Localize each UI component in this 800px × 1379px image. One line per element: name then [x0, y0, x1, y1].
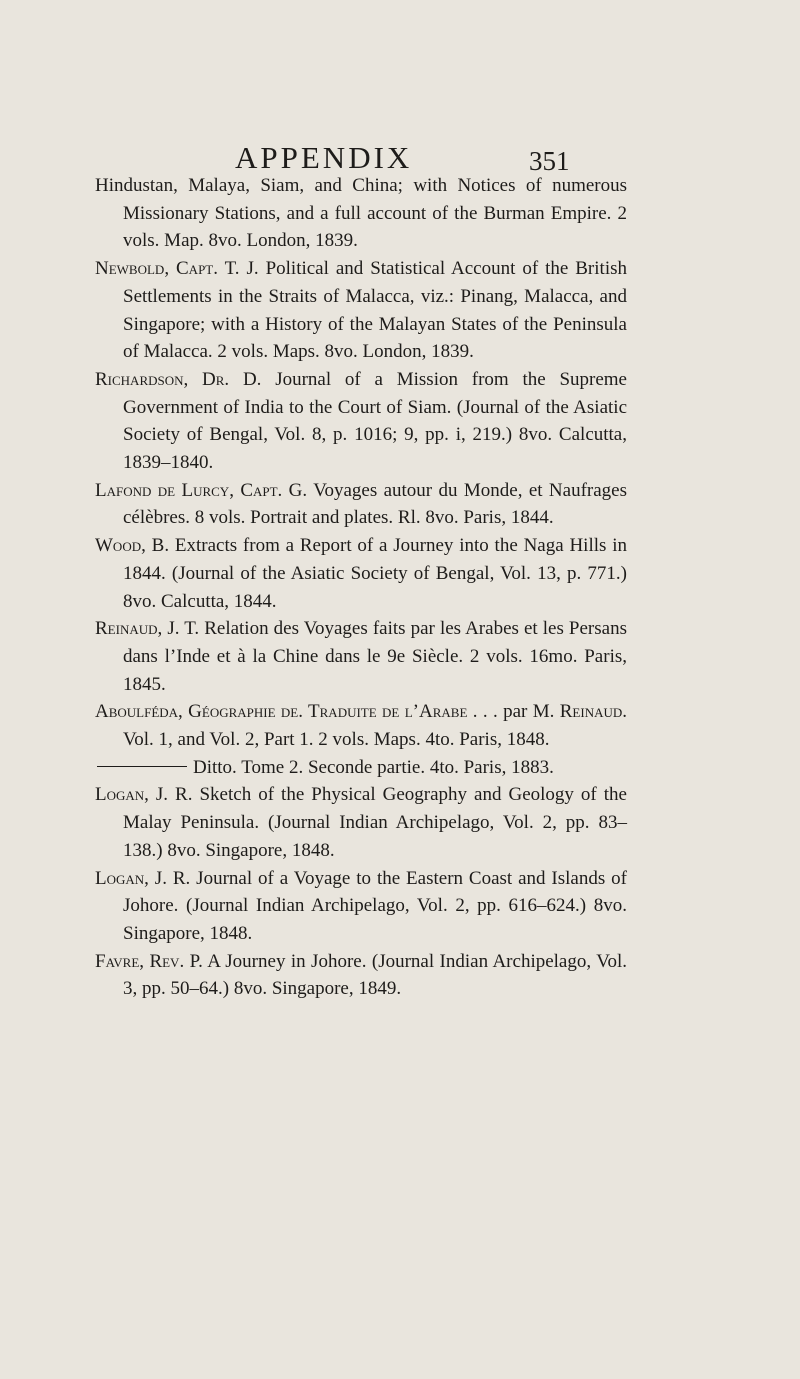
bibliography-entry	[95, 172, 627, 255]
entry-author: Lafond de Lurcy, Capt. G.	[95, 479, 308, 501]
bibliography-entry	[95, 532, 627, 615]
entry-text: Voyages autour du Monde, et Naufrages célèbres. 8 vols. Portrait and plates. Rl. 8vo. Paris, 1844.	[123, 479, 627, 529]
entry-text: Journal of a Voyage to the Eastern Coast and Islands of Johore. (Journal Indian Archipelago, Vol. 2, pp. 616–624.) 8vo. Singapore, 1848.	[123, 867, 627, 944]
bibliography-entry	[95, 865, 627, 948]
entry-author: Newbold, Capt. T. J.	[95, 258, 259, 280]
bibliography-entry	[95, 948, 627, 1003]
entry-author: Logan, J. R.	[95, 867, 191, 889]
bibliography-entry	[95, 366, 627, 477]
running-head: APPENDIX	[235, 140, 413, 175]
entry-text: Journal of a Mission from the Supreme Government of India to the Court of Siam. (Journal of the Asiatic Society of Bengal, Vol. 8, p. 1016; 9, pp. i, 219.) 8vo. Calcutta, 1839–1840.	[123, 368, 627, 474]
entry-author: Richardson, Dr. D.	[95, 368, 262, 390]
bibliography-entry	[95, 615, 627, 698]
bibliography-entry	[95, 698, 627, 753]
entry-text: Ditto. Tome 2. Seconde partie. 4to. Paris, 1883.	[193, 756, 554, 778]
entry-author: Logan, J. R.	[95, 784, 193, 806]
entry-text: A Journey in Johore. (Journal Indian Archipelago, Vol. 3, pp. 50–64.) 8vo. Singapore, 1849.	[123, 950, 627, 1000]
entry-text: Political and Statistical Account of the British Settlements in the Straits of Malacca, viz.: Pinang, Malacca, and Singapore; with a History of the Malayan States of the Peninsula of Malacca. 2 vols. Maps. 8vo. London, 1839.	[123, 258, 627, 363]
entry-author-secondary: Reinaud.	[559, 701, 627, 723]
entry-text: Hindustan, Malaya, Siam, and China; with Notices of numerous Missionary Stations, and a full account of the Burman Empire. 2 vols. Map. 8vo. London, 1839.	[95, 175, 627, 252]
bibliography-list	[95, 172, 627, 1003]
entry-author: Reinaud, J. T.	[95, 618, 200, 640]
entry-text: Extracts from a Report of a Journey into the Naga Hills in 1844. (Journal of the Asiatic Society of Bengal, Vol. 13, p. 771.) 8vo. Calcutta, 1844.	[123, 535, 627, 612]
bibliography-entry	[95, 754, 627, 782]
entry-text: par M.	[497, 701, 560, 723]
entry-author: Favre, Rev. P.	[95, 950, 203, 972]
ditto-rule	[97, 766, 187, 767]
entry-author: Wood, B.	[95, 535, 170, 557]
bibliography-entry	[95, 255, 627, 366]
entry-text-continued: Vol. 1, and Vol. 2, Part 1. 2 vols. Maps. 4to. Paris, 1848.	[123, 729, 550, 751]
bibliography-entry	[95, 781, 627, 864]
entry-text: Relation des Voyages faits par les Arabes et les Persans dans l’Inde et à la Chine dans le 9e Siècle. 2 vols. 16mo. Paris, 1845.	[123, 618, 627, 695]
bibliography-entry	[95, 477, 627, 532]
entry-text: Sketch of the Physical Geography and Geology of the Malay Peninsula. (Journal Indian Archipelago, Vol. 2, pp. 83–138.) 8vo. Singapore, 1848.	[123, 784, 627, 861]
page-number: 351	[529, 146, 570, 176]
entry-author: Aboulféda, Géographie de. Traduite de l’Arabe . . .	[95, 701, 498, 723]
